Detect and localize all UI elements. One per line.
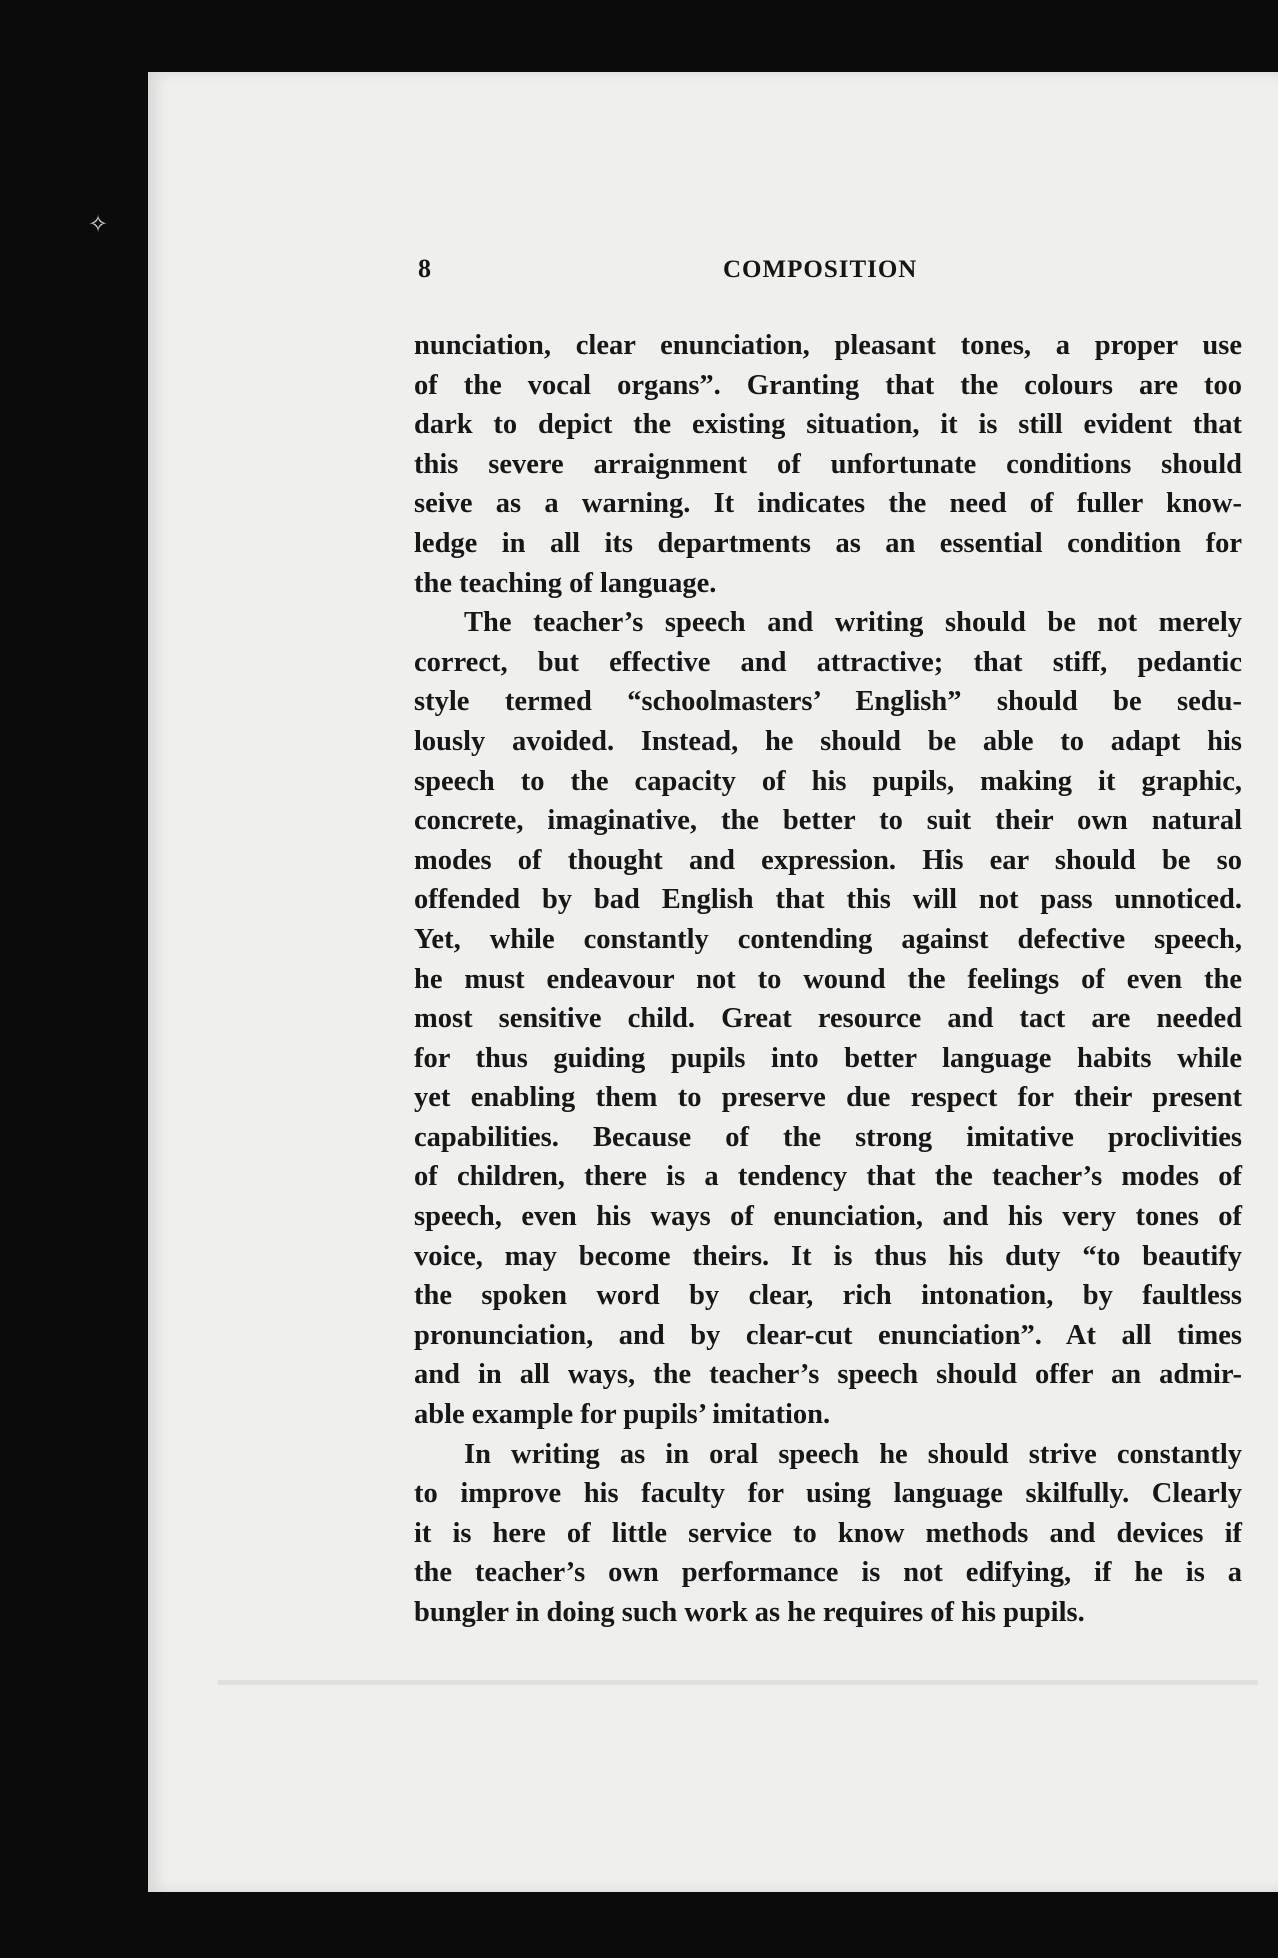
text-line: most sensitive child. Great resource and tact are needed (414, 1003, 1242, 1035)
text-line: style termed “schoolmasters’ English” should be sedu- (414, 686, 1242, 718)
text-line: Yet, while constantly contending against defective speech, (414, 923, 1242, 955)
body-text (414, 326, 1242, 1633)
text-line: he must endeavour not to wound the feelings of even the (414, 963, 1242, 995)
text-line: the teaching of language. (414, 567, 717, 599)
text-line: seive as a warning. It indicates the need of fuller know- (414, 488, 1242, 520)
paragraph-2 (414, 603, 1242, 1434)
text-line: and in all ways, the teacher’s speech should offer an admir- (414, 1359, 1242, 1391)
scan-artifact: ✧ (88, 210, 109, 238)
text-line: correct, but effective and attractive; that stiff, pedantic (414, 646, 1242, 678)
text-line: of the vocal organs”. Granting that the colours are too (414, 369, 1242, 401)
text-line: offended by bad English that this will not pass unnoticed. (414, 884, 1242, 916)
text-line: speech to the capacity of his pupils, making it graphic, (414, 765, 1242, 797)
text-line: The teacher’s speech and writing should be not merely (464, 607, 1242, 639)
text-line: lously avoided. Instead, he should be able to adapt his (414, 725, 1242, 757)
text-line: for thus guiding pupils into better language habits while (414, 1042, 1242, 1074)
text-line: of children, there is a tendency that the teacher’s modes of (414, 1161, 1242, 1193)
text-line: the teacher’s own performance is not edifying, if he is a (414, 1557, 1242, 1589)
text-line: dark to depict the existing situation, it is still evident that (414, 409, 1242, 441)
text-line: In writing as in oral speech he should strive constantly (464, 1438, 1242, 1470)
text-line: bungler in doing such work as he requires of his pupils. (414, 1597, 1085, 1628)
page-header (418, 254, 1238, 294)
page-number: 8 (418, 254, 431, 283)
running-title: COMPOSITION (723, 256, 918, 283)
page-edge-shadow (218, 1680, 1258, 1685)
text-line: pronunciation, and by clear-cut enunciation”. At all times (414, 1319, 1242, 1351)
text-line: to improve his faculty for using language skilfully. Clearly (414, 1478, 1242, 1510)
paragraph-3 (414, 1435, 1242, 1633)
text-line: it is here of little service to know methods and devices if (414, 1517, 1242, 1549)
paragraph-1 (414, 326, 1242, 603)
text-line: ledge in all its departments as an essential condition for (414, 527, 1242, 559)
text-line: yet enabling them to preserve due respect for their present (414, 1082, 1242, 1114)
text-line: nunciation, clear enunciation, pleasant tones, a proper use (414, 330, 1242, 361)
text-line: speech, even his ways of enunciation, and his very tones of (414, 1201, 1242, 1233)
text-line: capabilities. Because of the strong imitative proclivities (414, 1121, 1242, 1153)
text-line: modes of thought and expression. His ear should be so (414, 844, 1242, 876)
text-line: this severe arraignment of unfortunate conditions should (414, 448, 1242, 480)
text-line: voice, may become theirs. It is thus his duty “to beautify (414, 1240, 1242, 1272)
text-line: concrete, imaginative, the better to suit their own natural (414, 805, 1242, 837)
text-line: the spoken word by clear, rich intonation, by faultless (414, 1280, 1242, 1312)
text-line: able example for pupils’ imitation. (414, 1399, 831, 1431)
